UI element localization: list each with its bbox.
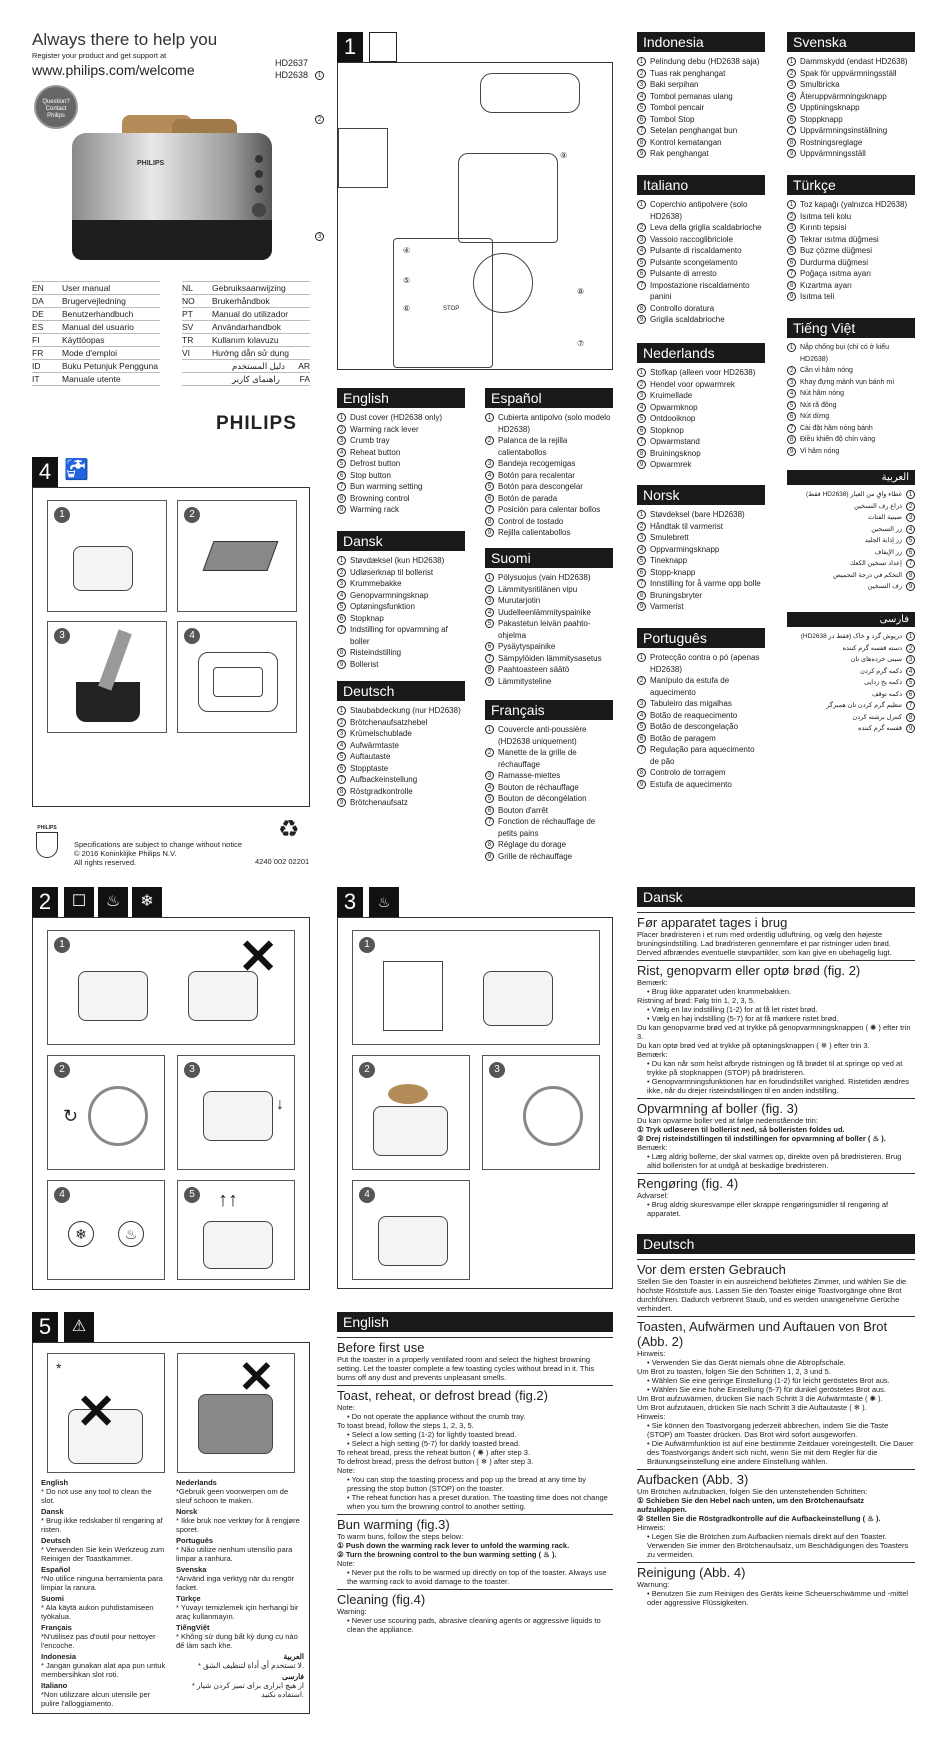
footer-text: Specifications are subject to change without notice © 2016 Koninklijke Philips N.V. All rights reserved.	[74, 840, 243, 867]
lang-row: NO Brukerhåndbok	[182, 295, 310, 308]
lang-row: NL Gebruiksaanwijzing	[182, 282, 310, 295]
reheat-icon: ♨	[98, 887, 128, 917]
instructions-english: English Before first use Put the toaster in a properly ventilated room and select the highest browning setting. Let the toaster complete a few toasting cycles without bread in it. This burns off any dust and prevents unpleasant smells. Toast, reheat, or defrost bread (fig.2) Note: • Do not operate the appliance without the crumb tray. To toast bread, follow the steps 1, 2, 3, 5. • Select a low setting (1-2) for lightly toasted bread. • Select a high setting (5-7) for darkly toasted bread. To reheat bread, press the reheat button ( ✺ ) after step 3. To defrost bread, press the defrost button ( ❄ ) after step 3. Note: • You can stop the toasting process and pop up the bread at any time by pressing the stop button (STOP) on the toaster. • The reheat function has a preset duration. The toasting time does not change when you turn the browning control to another setting. Bun warming (fig.3) To warm buns, follow the steps below: ① Push down the warming rack lever to unfold the warming rack. ② Turn the browning control to the bun warming setting ( ♨ ). Note: • Never put the rolls to be warmed up directly on top of the toaster. Always use the warming rack to avoid damage to the toaster. Cleaning (fig.4) Warning: • Never use scouring pads, abrasive cleaning agents or aggressive liquids to clean the appliance.	[337, 1312, 613, 1634]
lang-row: دليل المستخدم AR	[182, 360, 310, 373]
defrost-icon: ❄	[132, 887, 162, 917]
not-allowed-icon: ✕	[76, 1386, 117, 1439]
parts-francais: Français 1 Couvercle anti-poussière (HD2638 uniquement) 2 Manette de la grille de réchauffage 3 Ramasse-miettes 4 Bouton de réchauffage 5 Bouton de décongélation 6 Bouton d'arrêt 7 Fonction de réchauffage de petits pains 8 Réglage du dorage 9 Grille de réchauffage	[485, 700, 613, 862]
lang-row: IT Manuale utente	[32, 373, 160, 386]
parts-tieng-viet: Tiếng Việt 1 Nắp chống bụi (chỉ có ở kiểu HD2638) 2 Cần vỉ hâm nóng 3 Khay đựng mảnh vụn bánh mì 4 Nút hâm nóng 5 Nút rã đông 6 Nút dừng 7 Cài đặt hâm nóng bánh 8 Điều khiển độ chín vàng 9 Vỉ hâm nóng	[787, 318, 915, 457]
model-2: HD2638	[275, 70, 309, 80]
parts-norsk: Norsk 1 Støvdeksel (bare HD2638) 2 Håndtak til varmerist 3 Smulebrett 4 Oppvarmingsknapp 5 Tineknapp 6 Stopp-knapp 7 Innstilling for å varme opp bolle 8 Bruningsbryter 9 Varmerist	[637, 485, 765, 613]
fig2-number: 2	[32, 887, 58, 917]
badge-text: Question? Contact Philips	[42, 99, 70, 119]
fig4-number: 4	[32, 457, 58, 487]
warning-icon: ⚠	[64, 1312, 94, 1342]
toaster-icon	[369, 32, 397, 62]
parts-farsi: فارسی 1 درپوش گرد و خاک (فقط در HD2638) 2 دسته قفسه گرم کننده 3 سینی خرده‌های نان 4 دکمه گرم کردن 5 دکمه یخ زدایی 6 دکمه توقف 7 تنظیم گرم کردن نان همبرگر 8 کنترل برشته کردن 9 قفسه گرم کننده	[787, 612, 915, 735]
parts-suomi: Suomi 1 Pölysuojus (vain HD2638) 2 Lämmitysritilänen vipu 3 Murutarjotin 4 Uudelleenlämmityspainike 5 Pakastetun leivän paahto-ohjelma 6 Pysäytyspainike 7 Sämpylöiden lämmitysasetus 8 Paahtoasteen säätö 9 Lämmitysteline	[485, 548, 613, 687]
url[interactable]: www.philips.com/welcome	[32, 62, 195, 78]
lang-row: VI Hướng dẫn sử dụng	[182, 347, 310, 360]
footer-code: 4240 002 02201	[255, 857, 310, 866]
fig5-panel-1: * ✕	[47, 1353, 165, 1473]
fig2-panel-5: 5 ↑↑	[177, 1180, 295, 1280]
fig4-frame	[32, 487, 310, 807]
parts-indonesia: Indonesia 1 Pelindung debu (HD2638 saja) 2 Tuas rak penghangat 3 Baki serpihan 4 Tombol pemanas ulang 5 Tombol pencair 6 Tombol Stop 7 Setelan penghangat bun 8 Kontrol kematangan 9 Rak penghangat	[637, 32, 765, 160]
fig4-panel-4: 4	[177, 621, 297, 733]
tap-icon: 🚰	[64, 459, 89, 481]
lang-row: FR Mode d'emploi	[32, 347, 160, 360]
lang-row: PT Manual do utilizador	[182, 308, 310, 321]
fig2-panel-4: 4 ❄ ♨	[47, 1180, 165, 1280]
fig3-panel-4: 4	[352, 1180, 470, 1280]
fig4-panel-2: 2	[177, 500, 297, 612]
language-table-left	[32, 281, 160, 386]
parts-turkce: Türkçe 1 Toz kapağı (yalnızca HD2638) 2 Isıtma teli kolu 3 Kırıntı tepsisi 4 Tekrar ısıtma düğmesi 5 Buz çözme düğmesi 6 Durdurma düğmesi 7 Poğaça ısıtma ayarı 8 Kızartma ayarı 9 Isıtma teli	[787, 175, 915, 303]
lang-row: TR Kullanım kılavuzu	[182, 334, 310, 347]
cover	[32, 30, 312, 440]
parts-svenska: Svenska 1 Dammskydd (endast HD2638) 2 Spak för uppvärmningsställ 3 Smulbricka 4 Återuppvärmningsknapp 5 Upptiningsknapp 6 Stoppknapp 7 Uppvärmningsinställning 8 Rostningsreglage 9 Uppvärmningsställ	[787, 32, 915, 160]
warning-list-left: English * Do not use any tool to clean the slot. Dansk * Brug ikke redskaber til rengøring af risten. Deutsch * Verwenden Sie kein Werkzeug zum Reinigen der Toastkammer. Español *No utilice ninguna herramienta para limpiar la ranura. Suomi * Ala käytä aukon puhdistamiseen työkalua. Français *N'utilisez pas d'outil pour nettoyer l'encoche. Indonesia * Jangan gunakan alat apa pun untuk membersihkan slot roti. Italiano *Non utilizzare alcun utensile per pulire l'alloggiamento.	[41, 1478, 166, 1708]
toaster-brand: PHILIPS	[137, 160, 165, 167]
lang-row: DE Benutzerhandbuch	[32, 308, 160, 321]
lang-row: ES Manual del usuario	[32, 321, 160, 334]
register-text: Register your product and get support at	[32, 51, 167, 60]
parts-nederlands: Nederlands 1 Stofkap (alleen voor HD2638) 2 Hendel voor opwarmrek 3 Kruimellade 4 Opwarmknop 5 Ontdooiknop 6 Stopknop 7 Opwarmstand 8 Bruiningsknop 9 Opwarmrek	[637, 343, 765, 471]
parts-dansk: Dansk 1 Støvdæksel (kun HD2638) 2 Udløserknap til bollerist 3 Krummebakke 4 Genopvarmningsknap 5 Optøningsfunktion 6 Stopknap 7 Indstilling for opvarmning af boller 8 Ristеindstilling 9 Bollerist	[337, 531, 465, 670]
instructions-dansk: Dansk Før apparatet tages i brug Placer brødristeren i et rum med ordentlig udluftning, og vælg den højeste bruningsindstilling. Lad brødristeren gennemføre et par ristninger uden brød. Derved afbrændes eventuelle støvpartikler, som kan give en ubehagelig lugt. Rist, genopvarm eller optø brød (fig. 2) Bemærk: • Brug ikke apparatet uden krummebakken. Ristning af brød: Følg trin 1, 2, 3, 5. • Vælg en lav indstilling (1-2) for at få let ristet brød. • Vælg en høj indstilling (5-7) for at få mørkere ristet brød. Du kan genopvarme brød ved at trykke på genopvarmningsknappen ( ✺ ) efter trin 3. Du kan optø brød ved at trykke på optøningsknappen ( ❄ ) efter trin 3. Bemærk: • Du kan når som helst afbryde ristningen og få brødet til at springe op ved at trykke på stopknappen (STOP) på brødristeren. • Genopvarmningsfunktionen har en forudindstillet varighed. Ristetiden ændres ikke, når du drejer risteindstillingen til en anden indstilling. Opvarmning af boller (fig. 3) Du kan opvarme boller ved at følge nedenstående trin: ① Tryk udløseren til bollerist ned, så bolleristen foldes ud. ② Drej risteindstillingen til indstillingen for opvarmning af boller ( ♨ ). Bemærk: • Læg aldrig bollerne, der skal varmes op, direkte oven på brødristeren. Brug altid bolleristen for at undgå at beskadige brødristeren. Rengøring (fig. 4) Advarsel: • Brug aldrig skuresvampe eller skrappe rengøringsmidler til rengøring af apparatet.	[637, 887, 915, 1218]
parts-english: English 1 Dust cover (HD2638 only) 2 Warming rack lever 3 Crumb tray 4 Reheat button 5 Defrost button 6 Stop button 7 Bun warming setting 8 Browning control 9 Warming rack	[337, 388, 465, 516]
parts-arabic: العربية 1 غطاء واقٍ من الغبار (HD2638 فقط) 2 ذراع رف التسخين 3 صينية الفتات 4 زر التسخين 5 زر إذابة الجليد 6 زر الإيقاف 7 إعداد تسخين الكعك 8 التحكم في درجة التحميص 9 رف التسخين	[787, 470, 915, 593]
recycle-icon: ♻	[278, 816, 300, 843]
parts-italiano: Italiano 1 Coperchio antipolvere (solo HD2638) 2 Leva della griglia scaldabrioche 3 Vassoio raccoglibriciole 4 Pulsante di riscaldamento 5 Pulsante scongelamento 6 Pulsante di arresto 7 Impostazione riscaldamento panini 8 Controllo doratura 9 Griglia scaldabrioche	[637, 175, 765, 326]
fig4-panel-3: 3	[47, 621, 167, 733]
tagline: Always there to help you	[32, 30, 218, 49]
fig2-panel-1: 1 ✕	[47, 930, 295, 1045]
parts-deutsch: Deutsch 1 Staubabdeckung (nur HD2638) 2 Brötchenaufsatzhebel 3 Krümelschublade 4 Aufwärmtaste 5 Auftautaste 6 Stopptaste 7 Aufbackeinstellung 8 Röstgradkontrolle 9 Brötchenaufsatz	[337, 681, 465, 809]
language-table-right	[182, 281, 310, 386]
lang-row: ID Buku Petunjuk Pengguna	[32, 360, 160, 373]
lang-row: FI Käyttöopas	[32, 334, 160, 347]
footer-logo: PHILIPS	[32, 825, 62, 858]
not-allowed-icon: ✕	[238, 931, 279, 984]
parts-portugues: Português 1 Protecção contra o pó (apenas HD2638) 2 Manípulo da estufa de aquecimento 3 Tabuleiro das migalhas 4 Botão de reaquecimento 5 Botão de descongelação 6 Botão de paragem 7 Regulação para aquecimento de pão 8 Controlo de torragem 9 Estufa de aquecimento	[637, 628, 765, 790]
fig2-panel-3: 3 ↓	[177, 1055, 295, 1170]
parts-espanol: Español 1 Cubierta antipolvo (solo modelo HD2638) 2 Palanca de la rejilla calientabollos 3 Bandeja recogemigas 4 Botón para recalentar 5 Botón para descongelar 6 Botón de parada 7 Posición para calentar bollos 8 Control de tostado 9 Rejilla calientabollos	[485, 388, 613, 539]
fig5-panel-2	[177, 1353, 295, 1473]
fig3-number: 3	[337, 887, 363, 917]
not-allowed-icon: ✕	[238, 1353, 275, 1402]
fig5-frame	[32, 1342, 310, 1714]
lang-row: راهنمای کاربر FA	[182, 373, 310, 386]
toaster-photo	[72, 115, 272, 265]
bread-icon: ☐	[64, 887, 94, 917]
bun-icon: ♨	[369, 887, 399, 917]
philips-logo: PHILIPS	[216, 413, 297, 434]
fig3-panel-3: 3	[482, 1055, 600, 1170]
lang-row: SV Användarhandbok	[182, 321, 310, 334]
fig1-number: 1	[337, 32, 363, 62]
fig2-frame	[32, 917, 310, 1290]
instructions-deutsch: Deutsch Vor dem ersten Gebrauch Stellen Sie den Toaster in ein ausreichend belüftetes Zimmer, und wählen Sie die höchste Röststufe aus. Lassen Sie den Toaster einige Toastvorgänge ohne Brot durchführen. Dadurch verbrennt Staub, und es werden unangenehme Gerüche verhindert. Toasten, Aufwärmen und Auftauen von Brot (Abb. 2) Hinweis: • Verwenden Sie das Gerät niemals ohne die Abtropfschale. Um Brot zu toasten, folgen Sie den Schritten 1, 2, 3 und 5. • Wählen Sie eine geringe Einstellung (1-2) für leicht geröstetes Brot aus. • Wählen Sie eine hohe Einstellung (5-7) für dunkel geröstetes Brot aus. Um Brot aufzuwärmen, drücken Sie nach Schritt 3 die Aufwärmtaste ( ✺ ). Um Brot aufzutauen, drücken Sie nach Schritt 3 die Auftautaste ( ❄ ). Hinweis: • Sie können den Toastvorgang jederzeit abbrechen, indem Sie die Taste (STOP) am Toaster drücken. Das Brot wird sofort ausgeworfen. • Die Aufwärmfunktion ist auf eine bestimmte Zeitdauer voreingestellt. Die Dauer des Toastvorgangs ändert sich nicht, wenn Sie mit dem Regler für die Bräunungseinstellung eine andere Einstellung wählen. Aufbacken (Abb. 3) Um Brötchen aufzubacken, folgen Sie den untenstehenden Schritten: ① Schieben Sie den Hebel nach unten, um den Brötchenaufsatz aufzuklappen. ② Stellen Sie die Röstgradkontrolle auf die Aufbackeinstellung ( ♨ ). Hinweis: • Legen Sie die Brötchen zum Aufbacken niemals direkt auf den Toaster. Verwenden Sie immer den Brötchenaufsatz, um Beschädigungen des Toasters zu vermeiden. Reinigung (Abb. 4) Warnung: • Benutzen Sie zum Reinigen des Geräts keine Scheuerschwämme und -mittel oder aggressive Flüssigkeiten.	[637, 1236, 914, 1607]
stop-label: STOP	[443, 306, 460, 312]
lang-row: DA Brugervejledning	[32, 295, 160, 308]
lang-row: EN User manual	[32, 282, 160, 295]
fig2-panel-2: 2 ↻	[47, 1055, 165, 1170]
fig3-panel-2: 2	[352, 1055, 470, 1170]
warning-list-right: Nederlands *Gebruik geen voorwerpen om de sleuf schoon te maken. Norsk * Ikke bruk noe verktøy for å rengjøre sporet. Português * Não utilize nenhum utensílio para limpar a ranhura. Svenska *Använd inga verktyg när du rengör facket. Türkçe * Yuvayı temizlemek için herhangi bir araç kullanmayın. TiếngViệt * Không sử dụng bất kỳ dụng cụ nào để làm sạch khe. العربية * لا تستخدم أي أداة لتنظيف الشق. فارسی * از هیچ ابزاری برای تمیز کردن شیار استفاده نکنید.	[176, 1478, 304, 1699]
fig3-panel-1: 1	[352, 930, 600, 1045]
fig4-panel-1: 1	[47, 500, 167, 612]
fig3-frame	[337, 917, 613, 1289]
fig5-number: 5	[32, 1312, 58, 1342]
fig1-frame: 1 2 3 ④ ⑤ ⑥ STOP ⑨ ⑧ ⑦	[337, 62, 613, 370]
model-1: HD2637	[275, 58, 309, 68]
